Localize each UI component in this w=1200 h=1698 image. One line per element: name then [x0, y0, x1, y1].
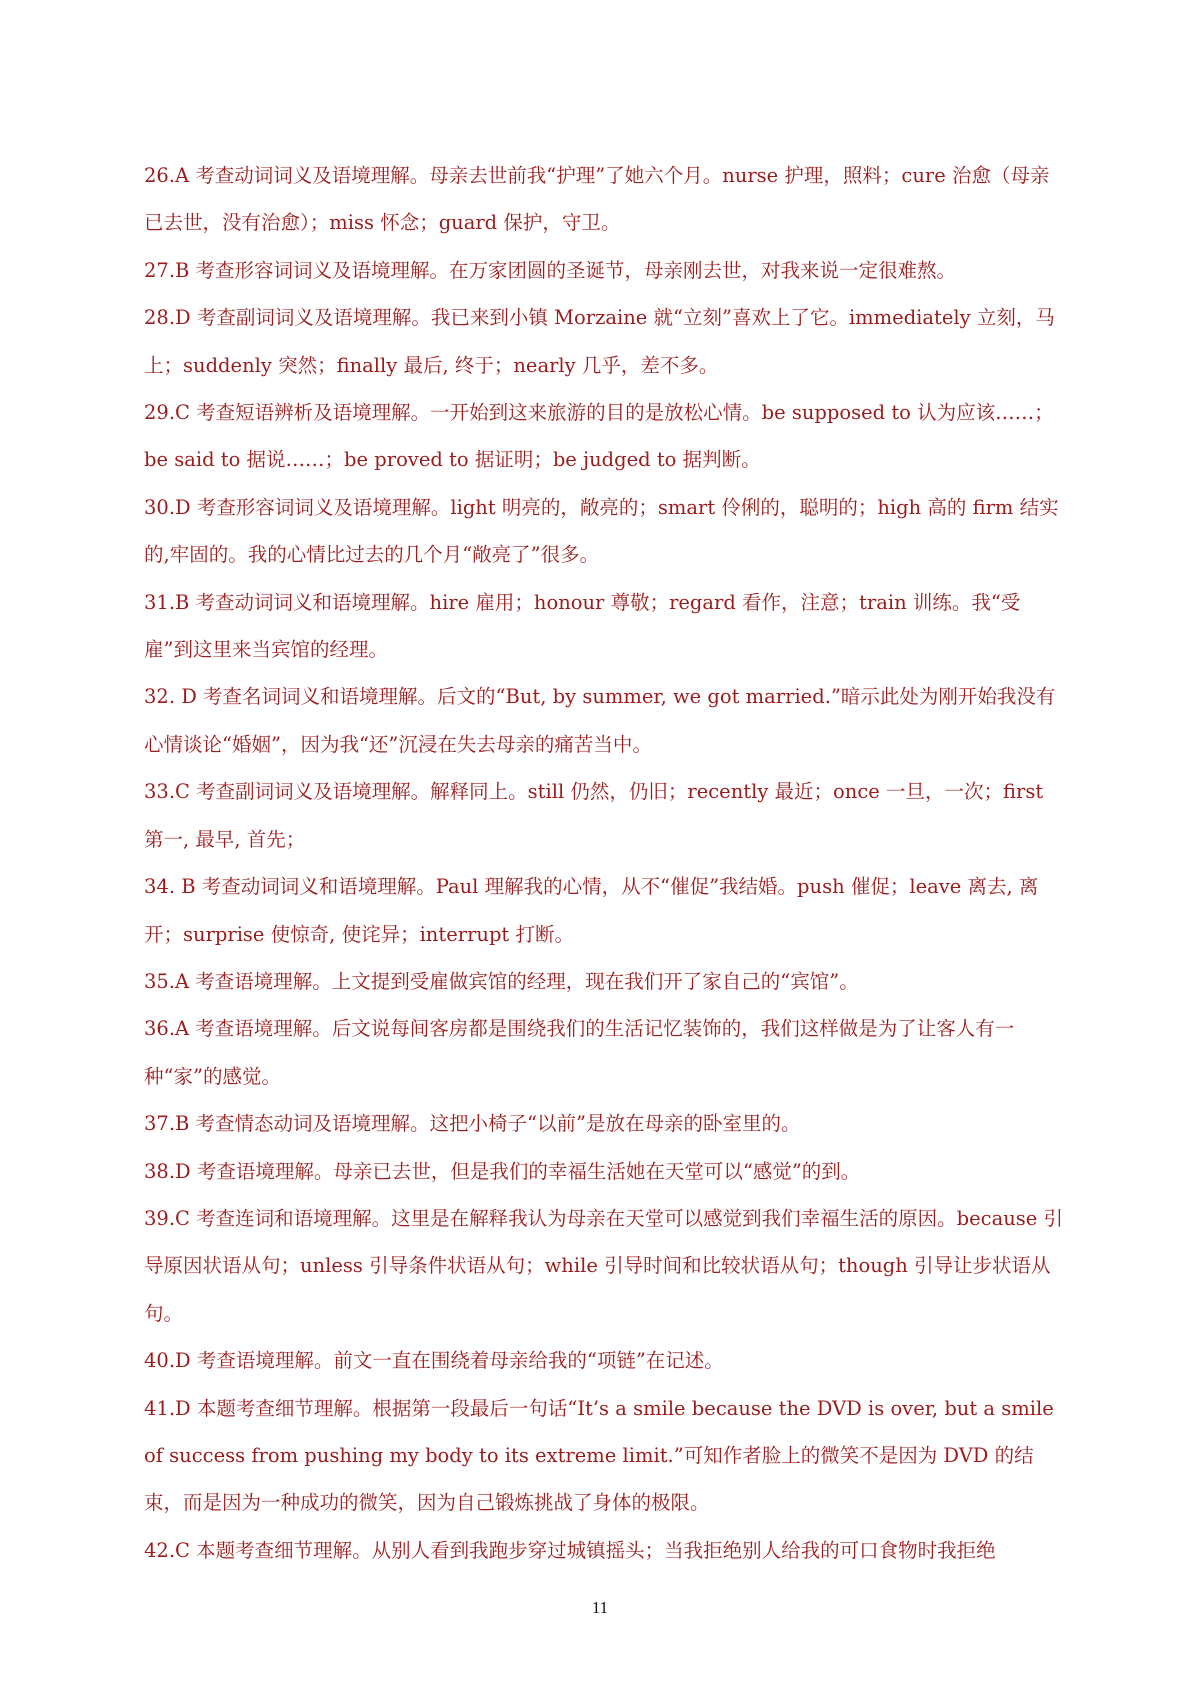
answer-31: 31.B 考查动词词义和语境理解。hire 雇用；honour 尊敬；regard 看作，注意；train 训练。我“受雇”到这里来当宾馆的经理。	[144, 590, 1021, 662]
answer-37: 37.B 考查情态动词及语境理解。这把小椅子“以前”是放在母亲的卧室里的。	[144, 1112, 801, 1136]
answer-40: 40.D 考查语境理解。前文一直在围绕着母亲给我的“项链”在记述。	[144, 1349, 724, 1373]
answer-35: 35.A 考查语境理解。上文提到受雇做宾馆的经理，现在我们开了家自己的“宾馆”。	[144, 969, 859, 993]
answer-26: 26.A 考查动词词义及语境理解。母亲去世前我“护理”了她六个月。nurse 护理，照料；cure 治愈（母亲已去世，没有治愈）；miss 怀念；guard 保护，守卫。	[144, 164, 1050, 235]
answer-27: 27.B 考查形容词词义及语境理解。在万家团圆的圣诞节，母亲刚去世，对我来说一定很难熬。	[144, 258, 957, 282]
answer-30: 30.D 考查形容词词义及语境理解。light 明亮的，敞亮的；smart 伶俐的，聪明的；high 高的 firm 结实的,牢固的。我的心情比过去的几个月“敞亮了”很多。	[144, 495, 1059, 567]
answer-28: 28.D 考查副词词义及语境理解。我已来到小镇 Morzaine 就“立刻”喜欢上了它。immediately 立刻，马上；suddenly 突然；finally 最后, 终于；nearly 几乎，差不多。	[144, 306, 1055, 377]
answer-29: 29.C 考查短语辨析及语境理解。一开始到这来旅游的目的是放松心情。be supposed to 认为应该……；be said to 据说……；be proved to 据证明；be judged to 据判断。	[144, 401, 1054, 472]
answer-38: 38.D 考查语境理解。母亲已去世，但是我们的幸福生活她在天堂可以“感觉”的到。	[144, 1159, 861, 1183]
page-number: 11	[591, 1598, 609, 1617]
answer-39: 39.C 考查连词和语境理解。这里是在解释我认为母亲在天堂可以感觉到我们幸福生活的原因。because 引导原因状语从句；unless 引导条件状语从句；while 引导时间和比较状语从句；though 引导让步状语从句。	[144, 1206, 1064, 1325]
answer-33: 33.C 考查副词词义及语境理解。解释同上。still 仍然，仍旧；recently 最近；once 一旦，一次；first 第一, 最早, 首先；	[144, 780, 1044, 851]
answer-42: 42.C 本题考查细节理解。从别人看到我跑步穿过城镇摇头；当我拒绝别人给我的可口食物时我拒绝	[144, 1538, 996, 1562]
answer-41: 41.D 本题考查细节理解。根据第一段最后一句话“It’s a smile because the DVD is over, but a smile of success from pushing my body to its extreme limit.”可知作者脸上的微笑不是因为 DVD 的结束，而是因为一种成功的微笑，因为自己锻炼挑战了身体的极限。	[144, 1396, 1054, 1515]
answer-32: 32. D 考查名词词义和语境理解。后文的“But, by summer, we got married.”暗示此处为刚开始我没有心情谈论“婚姻”，因为我“还”沉浸在失去母亲的痛苦当中。	[144, 685, 1056, 756]
answer-36: 36.A 考查语境理解。后文说每间客房都是围绕我们的生活记忆装饰的，我们这样做是为了让客人有一种“家”的感觉。	[144, 1017, 1015, 1088]
answer-explanations	[144, 152, 1066, 1574]
answer-34: 34. B 考查动词词义和语境理解。Paul 理解我的心情，从不“催促”我结婚。push 催促；leave 离去, 离开；surprise 使惊奇, 使诧异；interrupt 打断。	[144, 875, 1039, 946]
